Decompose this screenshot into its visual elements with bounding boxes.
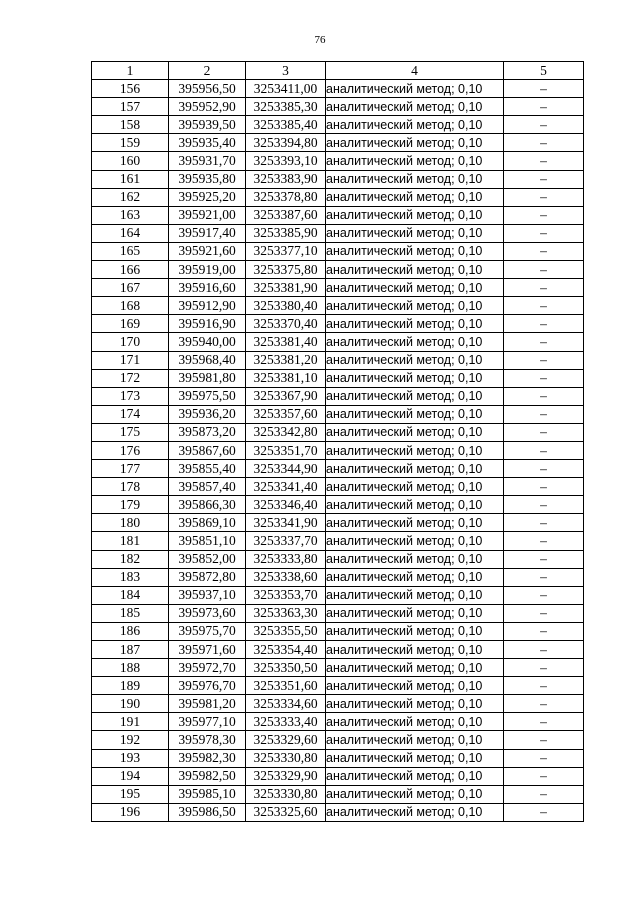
y-coordinate-cell: 3253342,80 — [246, 423, 326, 441]
method-accuracy-cell: аналитический метод; 0,10 — [326, 351, 504, 369]
point-number-cell: 158 — [92, 116, 169, 134]
method-accuracy-cell: аналитический метод; 0,10 — [326, 514, 504, 532]
point-number-cell: 161 — [92, 170, 169, 188]
page-number: 76 — [314, 34, 326, 46]
x-coordinate-cell: 395921,00 — [169, 206, 246, 224]
method-accuracy-cell: аналитический метод; 0,10 — [326, 532, 504, 550]
method-accuracy-cell: аналитический метод; 0,10 — [326, 749, 504, 767]
y-coordinate-cell: 3253385,90 — [246, 224, 326, 242]
table-row — [92, 279, 584, 297]
point-number-cell: 176 — [92, 441, 169, 459]
table-row — [92, 188, 584, 206]
method-accuracy-cell: аналитический метод; 0,10 — [326, 622, 504, 640]
method-accuracy-cell: аналитический метод; 0,10 — [326, 405, 504, 423]
note-cell: – — [504, 261, 584, 279]
x-coordinate-cell: 395977,10 — [169, 713, 246, 731]
y-coordinate-cell: 3253354,40 — [246, 641, 326, 659]
point-number-cell: 188 — [92, 659, 169, 677]
method-accuracy-cell: аналитический метод; 0,10 — [326, 731, 504, 749]
table-row — [92, 460, 584, 478]
point-number-cell: 159 — [92, 134, 169, 152]
y-coordinate-cell: 3253385,40 — [246, 116, 326, 134]
method-accuracy-cell: аналитический метод; 0,10 — [326, 659, 504, 677]
table-header-row — [92, 62, 584, 80]
note-cell: – — [504, 116, 584, 134]
point-number-cell: 195 — [92, 785, 169, 803]
table-row — [92, 152, 584, 170]
table-row — [92, 261, 584, 279]
note-cell: – — [504, 98, 584, 116]
method-accuracy-cell: аналитический метод; 0,10 — [326, 152, 504, 170]
x-coordinate-cell: 395873,20 — [169, 423, 246, 441]
point-number-cell: 177 — [92, 460, 169, 478]
point-number-cell: 157 — [92, 98, 169, 116]
point-number-cell: 164 — [92, 224, 169, 242]
x-coordinate-cell: 395852,00 — [169, 550, 246, 568]
note-cell: – — [504, 134, 584, 152]
y-coordinate-cell: 3253367,90 — [246, 387, 326, 405]
method-accuracy-cell: аналитический метод; 0,10 — [326, 441, 504, 459]
y-coordinate-cell: 3253351,60 — [246, 677, 326, 695]
table-body — [92, 80, 584, 822]
note-cell: – — [504, 460, 584, 478]
point-number-cell: 156 — [92, 80, 169, 98]
x-coordinate-cell: 395936,20 — [169, 405, 246, 423]
note-cell: – — [504, 242, 584, 260]
note-cell: – — [504, 315, 584, 333]
note-cell: – — [504, 224, 584, 242]
method-accuracy-cell: аналитический метод; 0,10 — [326, 170, 504, 188]
point-number-cell: 172 — [92, 369, 169, 387]
point-number-cell: 175 — [92, 423, 169, 441]
x-coordinate-cell: 395940,00 — [169, 333, 246, 351]
y-coordinate-cell: 3253353,70 — [246, 586, 326, 604]
table-row — [92, 333, 584, 351]
point-number-cell: 185 — [92, 604, 169, 622]
y-coordinate-cell: 3253341,90 — [246, 514, 326, 532]
y-coordinate-cell: 3253378,80 — [246, 188, 326, 206]
method-accuracy-cell: аналитический метод; 0,10 — [326, 315, 504, 333]
point-number-cell: 190 — [92, 695, 169, 713]
table-row — [92, 170, 584, 188]
method-accuracy-cell: аналитический метод; 0,10 — [326, 98, 504, 116]
x-coordinate-cell: 395956,50 — [169, 80, 246, 98]
method-accuracy-cell: аналитический метод; 0,10 — [326, 333, 504, 351]
x-coordinate-cell: 395968,40 — [169, 351, 246, 369]
y-coordinate-cell: 3253325,60 — [246, 803, 326, 821]
x-coordinate-cell: 395985,10 — [169, 785, 246, 803]
table-row — [92, 369, 584, 387]
point-number-cell: 160 — [92, 152, 169, 170]
note-cell: – — [504, 586, 584, 604]
method-accuracy-cell: аналитический метод; 0,10 — [326, 478, 504, 496]
note-cell: – — [504, 659, 584, 677]
method-accuracy-cell: аналитический метод; 0,10 — [326, 677, 504, 695]
x-coordinate-cell: 395917,40 — [169, 224, 246, 242]
note-cell: – — [504, 568, 584, 586]
table-row — [92, 604, 584, 622]
point-number-cell: 179 — [92, 496, 169, 514]
table-row — [92, 514, 584, 532]
x-coordinate-cell: 395919,00 — [169, 261, 246, 279]
x-coordinate-cell: 395931,70 — [169, 152, 246, 170]
x-coordinate-cell: 395857,40 — [169, 478, 246, 496]
y-coordinate-cell: 3253329,60 — [246, 731, 326, 749]
y-coordinate-cell: 3253330,80 — [246, 785, 326, 803]
method-accuracy-cell: аналитический метод; 0,10 — [326, 604, 504, 622]
method-accuracy-cell: аналитический метод; 0,10 — [326, 80, 504, 98]
y-coordinate-cell: 3253357,60 — [246, 405, 326, 423]
table-row — [92, 315, 584, 333]
note-cell: – — [504, 188, 584, 206]
note-cell: – — [504, 677, 584, 695]
table-row — [92, 731, 584, 749]
table-row — [92, 695, 584, 713]
note-cell: – — [504, 333, 584, 351]
x-coordinate-cell: 395939,50 — [169, 116, 246, 134]
x-coordinate-cell: 395971,60 — [169, 641, 246, 659]
note-cell: – — [504, 369, 584, 387]
method-accuracy-cell: аналитический метод; 0,10 — [326, 641, 504, 659]
table-row — [92, 532, 584, 550]
table-row — [92, 297, 584, 315]
point-number-cell: 171 — [92, 351, 169, 369]
y-coordinate-cell: 3253383,90 — [246, 170, 326, 188]
method-accuracy-cell: аналитический метод; 0,10 — [326, 206, 504, 224]
table-row — [92, 568, 584, 586]
method-accuracy-cell: аналитический метод; 0,10 — [326, 586, 504, 604]
point-number-cell: 194 — [92, 767, 169, 785]
x-coordinate-cell: 395986,50 — [169, 803, 246, 821]
method-accuracy-cell: аналитический метод; 0,10 — [326, 134, 504, 152]
column-header-4: 4 — [326, 62, 504, 80]
note-cell: – — [504, 604, 584, 622]
point-number-cell: 170 — [92, 333, 169, 351]
y-coordinate-cell: 3253341,40 — [246, 478, 326, 496]
y-coordinate-cell: 3253381,20 — [246, 351, 326, 369]
point-number-cell: 178 — [92, 478, 169, 496]
point-number-cell: 193 — [92, 749, 169, 767]
table-row — [92, 496, 584, 514]
x-coordinate-cell: 395916,60 — [169, 279, 246, 297]
x-coordinate-cell: 395973,60 — [169, 604, 246, 622]
point-number-cell: 196 — [92, 803, 169, 821]
y-coordinate-cell: 3253377,10 — [246, 242, 326, 260]
point-number-cell: 184 — [92, 586, 169, 604]
x-coordinate-cell: 395869,10 — [169, 514, 246, 532]
method-accuracy-cell: аналитический метод; 0,10 — [326, 188, 504, 206]
point-number-cell: 167 — [92, 279, 169, 297]
table-row — [92, 206, 584, 224]
method-accuracy-cell: аналитический метод; 0,10 — [326, 568, 504, 586]
note-cell: – — [504, 767, 584, 785]
y-coordinate-cell: 3253393,10 — [246, 152, 326, 170]
x-coordinate-cell: 395912,90 — [169, 297, 246, 315]
x-coordinate-cell: 395982,30 — [169, 749, 246, 767]
table-row — [92, 116, 584, 134]
note-cell: – — [504, 496, 584, 514]
table-row — [92, 80, 584, 98]
note-cell: – — [504, 514, 584, 532]
note-cell: – — [504, 532, 584, 550]
y-coordinate-cell: 3253334,60 — [246, 695, 326, 713]
note-cell: – — [504, 423, 584, 441]
note-cell: – — [504, 713, 584, 731]
x-coordinate-cell: 395952,90 — [169, 98, 246, 116]
x-coordinate-cell: 395976,70 — [169, 677, 246, 695]
column-header-5: 5 — [504, 62, 584, 80]
note-cell: – — [504, 170, 584, 188]
note-cell: – — [504, 478, 584, 496]
point-number-cell: 163 — [92, 206, 169, 224]
table-row — [92, 387, 584, 405]
method-accuracy-cell: аналитический метод; 0,10 — [326, 803, 504, 821]
y-coordinate-cell: 3253338,60 — [246, 568, 326, 586]
table-row — [92, 423, 584, 441]
point-number-cell: 183 — [92, 568, 169, 586]
note-cell: – — [504, 803, 584, 821]
table-row — [92, 478, 584, 496]
x-coordinate-cell: 395975,50 — [169, 387, 246, 405]
note-cell: – — [504, 622, 584, 640]
note-cell: – — [504, 279, 584, 297]
x-coordinate-cell: 395867,60 — [169, 441, 246, 459]
y-coordinate-cell: 3253329,90 — [246, 767, 326, 785]
y-coordinate-cell: 3253411,00 — [246, 80, 326, 98]
point-number-cell: 187 — [92, 641, 169, 659]
point-number-cell: 165 — [92, 242, 169, 260]
method-accuracy-cell: аналитический метод; 0,10 — [326, 423, 504, 441]
point-number-cell: 181 — [92, 532, 169, 550]
table-row — [92, 622, 584, 640]
table-row — [92, 134, 584, 152]
table-row — [92, 803, 584, 821]
x-coordinate-cell: 395921,60 — [169, 242, 246, 260]
method-accuracy-cell: аналитический метод; 0,10 — [326, 387, 504, 405]
method-accuracy-cell: аналитический метод; 0,10 — [326, 460, 504, 478]
method-accuracy-cell: аналитический метод; 0,10 — [326, 116, 504, 134]
method-accuracy-cell: аналитический метод; 0,10 — [326, 767, 504, 785]
method-accuracy-cell: аналитический метод; 0,10 — [326, 242, 504, 260]
y-coordinate-cell: 3253381,90 — [246, 279, 326, 297]
note-cell: – — [504, 785, 584, 803]
table-row — [92, 351, 584, 369]
note-cell: – — [504, 749, 584, 767]
table-row — [92, 659, 584, 677]
table-row — [92, 785, 584, 803]
point-number-cell: 166 — [92, 261, 169, 279]
x-coordinate-cell: 395935,40 — [169, 134, 246, 152]
method-accuracy-cell: аналитический метод; 0,10 — [326, 496, 504, 514]
y-coordinate-cell: 3253346,40 — [246, 496, 326, 514]
y-coordinate-cell: 3253333,40 — [246, 713, 326, 731]
table-row — [92, 98, 584, 116]
y-coordinate-cell: 3253385,30 — [246, 98, 326, 116]
point-number-cell: 191 — [92, 713, 169, 731]
point-number-cell: 192 — [92, 731, 169, 749]
note-cell: – — [504, 695, 584, 713]
point-number-cell: 186 — [92, 622, 169, 640]
x-coordinate-cell: 395981,80 — [169, 369, 246, 387]
y-coordinate-cell: 3253370,40 — [246, 315, 326, 333]
y-coordinate-cell: 3253350,50 — [246, 659, 326, 677]
method-accuracy-cell: аналитический метод; 0,10 — [326, 224, 504, 242]
y-coordinate-cell: 3253394,80 — [246, 134, 326, 152]
table-row — [92, 767, 584, 785]
point-number-cell: 189 — [92, 677, 169, 695]
y-coordinate-cell: 3253333,80 — [246, 550, 326, 568]
table-row — [92, 677, 584, 695]
x-coordinate-cell: 395975,70 — [169, 622, 246, 640]
method-accuracy-cell: аналитический метод; 0,10 — [326, 785, 504, 803]
x-coordinate-cell: 395872,80 — [169, 568, 246, 586]
note-cell: – — [504, 351, 584, 369]
column-header-2: 2 — [169, 62, 246, 80]
column-header-3: 3 — [246, 62, 326, 80]
x-coordinate-cell: 395916,90 — [169, 315, 246, 333]
table-row — [92, 749, 584, 767]
point-number-cell: 169 — [92, 315, 169, 333]
table-row — [92, 586, 584, 604]
table-row — [92, 713, 584, 731]
y-coordinate-cell: 3253380,40 — [246, 297, 326, 315]
note-cell: – — [504, 387, 584, 405]
note-cell: – — [504, 731, 584, 749]
note-cell: – — [504, 550, 584, 568]
x-coordinate-cell: 395866,30 — [169, 496, 246, 514]
y-coordinate-cell: 3253344,90 — [246, 460, 326, 478]
y-coordinate-cell: 3253363,30 — [246, 604, 326, 622]
method-accuracy-cell: аналитический метод; 0,10 — [326, 279, 504, 297]
x-coordinate-cell: 395937,10 — [169, 586, 246, 604]
x-coordinate-cell: 395851,10 — [169, 532, 246, 550]
y-coordinate-cell: 3253381,10 — [246, 369, 326, 387]
note-cell: – — [504, 297, 584, 315]
point-number-cell: 173 — [92, 387, 169, 405]
y-coordinate-cell: 3253355,50 — [246, 622, 326, 640]
x-coordinate-cell: 395925,20 — [169, 188, 246, 206]
y-coordinate-cell: 3253375,80 — [246, 261, 326, 279]
note-cell: – — [504, 405, 584, 423]
y-coordinate-cell: 3253381,40 — [246, 333, 326, 351]
coordinates-table — [91, 61, 584, 822]
y-coordinate-cell: 3253351,70 — [246, 441, 326, 459]
method-accuracy-cell: аналитический метод; 0,10 — [326, 713, 504, 731]
x-coordinate-cell: 395981,20 — [169, 695, 246, 713]
x-coordinate-cell: 395855,40 — [169, 460, 246, 478]
note-cell: – — [504, 206, 584, 224]
method-accuracy-cell: аналитический метод; 0,10 — [326, 369, 504, 387]
note-cell: – — [504, 152, 584, 170]
table-row — [92, 641, 584, 659]
y-coordinate-cell: 3253337,70 — [246, 532, 326, 550]
table-row — [92, 441, 584, 459]
table-row — [92, 242, 584, 260]
table-row — [92, 224, 584, 242]
point-number-cell: 182 — [92, 550, 169, 568]
y-coordinate-cell: 3253330,80 — [246, 749, 326, 767]
point-number-cell: 168 — [92, 297, 169, 315]
method-accuracy-cell: аналитический метод; 0,10 — [326, 261, 504, 279]
x-coordinate-cell: 395982,50 — [169, 767, 246, 785]
x-coordinate-cell: 395972,70 — [169, 659, 246, 677]
method-accuracy-cell: аналитический метод; 0,10 — [326, 695, 504, 713]
column-header-1: 1 — [92, 62, 169, 80]
table-row — [92, 405, 584, 423]
method-accuracy-cell: аналитический метод; 0,10 — [326, 297, 504, 315]
note-cell: – — [504, 641, 584, 659]
note-cell: – — [504, 80, 584, 98]
note-cell: – — [504, 441, 584, 459]
y-coordinate-cell: 3253387,60 — [246, 206, 326, 224]
point-number-cell: 180 — [92, 514, 169, 532]
method-accuracy-cell: аналитический метод; 0,10 — [326, 550, 504, 568]
point-number-cell: 162 — [92, 188, 169, 206]
x-coordinate-cell: 395978,30 — [169, 731, 246, 749]
x-coordinate-cell: 395935,80 — [169, 170, 246, 188]
point-number-cell: 174 — [92, 405, 169, 423]
table-row — [92, 550, 584, 568]
